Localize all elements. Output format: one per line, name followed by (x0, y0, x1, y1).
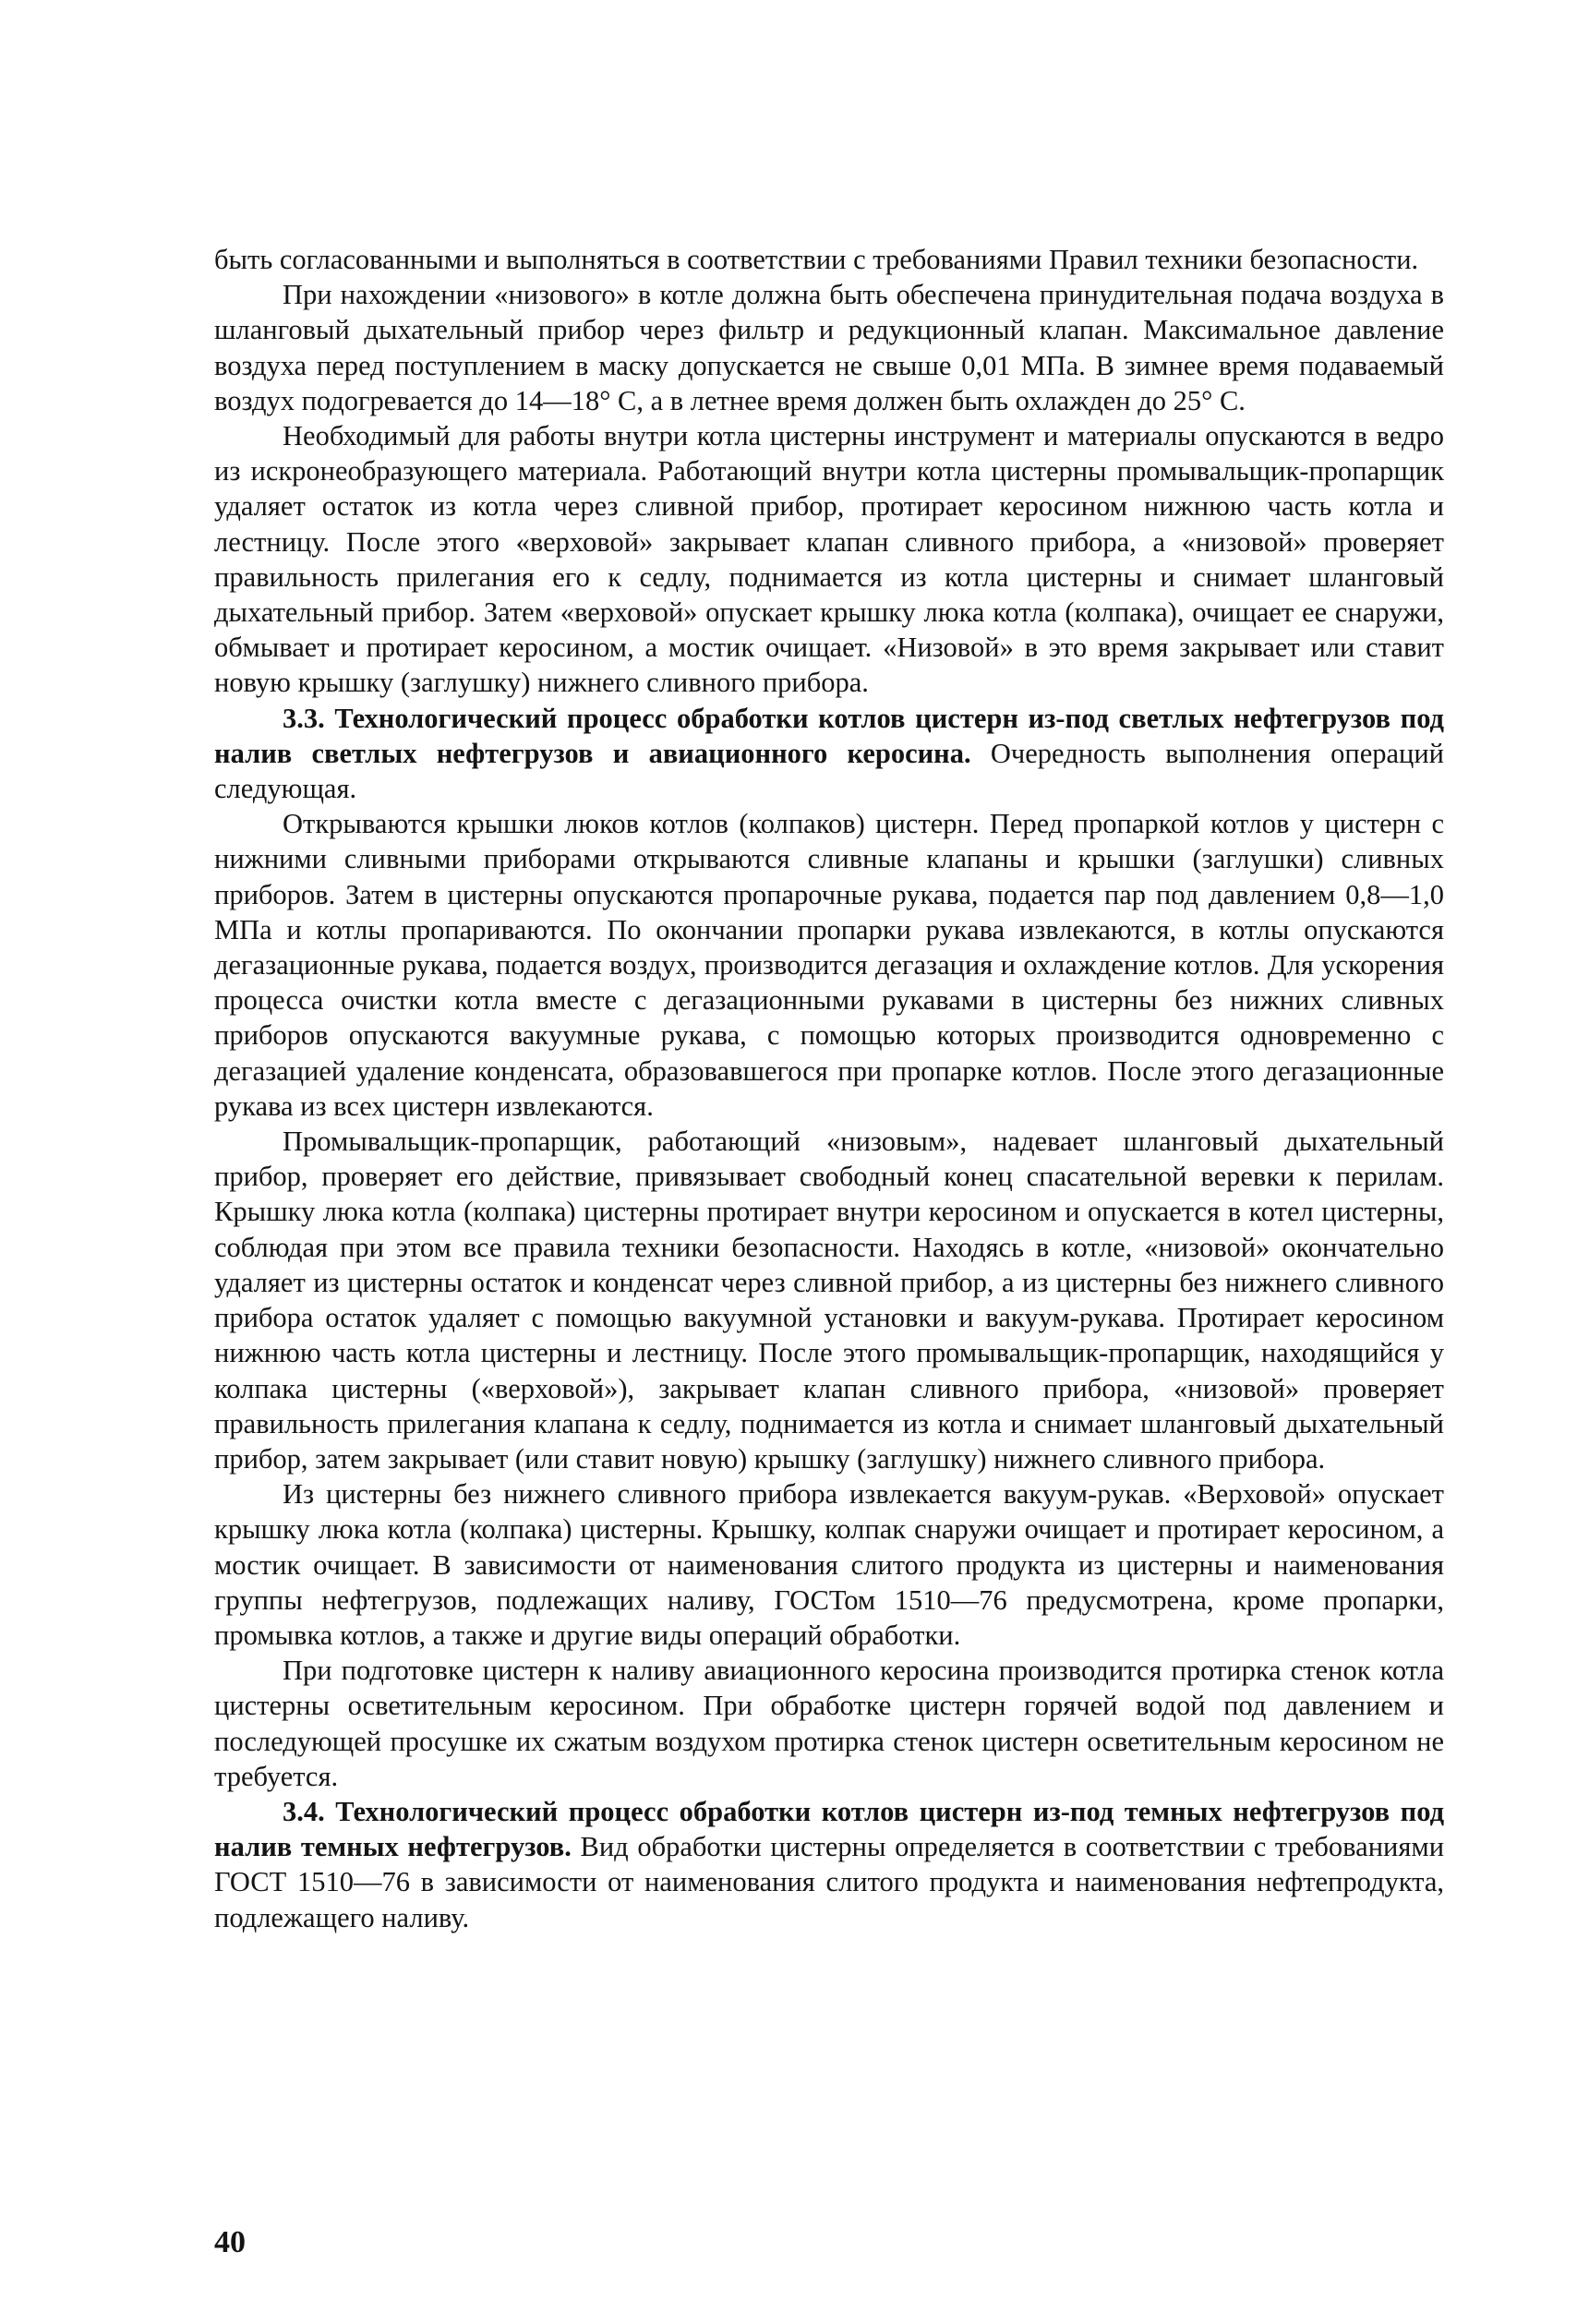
paragraph-5: Открываются крышки люков котлов (колпаков) цистерн. Перед пропаркой котлов у цистерн с нижними сливными приборами открываются сливные клапаны и крышки (заглушки) сливных приборов. Затем в цистерны опускаются пропарочные рукава, подается пар под давлением 0,8—1,0 МПа и котлы пропариваются. По окончании пропарки рукава извлекаются, в котлы опускаются дегазационные рукава, подается воздух, производится дегазация и охлаждение котлов. Для ускорения процесса очистки котла вместе с дегазационными рукавами в цистерны без нижних сливных приборов опускаются вакуумные рукава, с помощью которых производится одновременно с дегазацией удаление конденсата, образовавшегося при пропарке котлов. После этого дегазационные рукава из всех цистерн извлекаются. (214, 808, 1444, 1122)
section-3-4-text: Вид обработки цистерны определяется в соответствии с требованиями ГОСТ 1510—76 в зависимости от наименования слитого продукта и наименования нефтепродукта, подлежащего наливу. (214, 1831, 1445, 1933)
paragraph-6: Промывальщик-пропарщик, работающий «низовым», надевает шланговый дыхательный прибор, проверяет его действие, привязывает свободный конец спасательной веревки к перилам. Крышку люка котла (колпака) цистерны протирает внутри керосином и опускается в котел цистерны, соблюдая при этом все правила техники безопасности. Находясь в котле, «низовой» окончательно удаляет из цистерны остаток и конденсат через сливной прибор, а из цистерны без нижнего сливного прибора остаток удаляет с помощью вакуумной установки и вакуум-рукава. Протирает керосином нижнюю часть котла цистерны и лестницу. После этого промывальщик-пропарщик, находящийся у колпака цистерны («верховой»), закрывает клапан сливного прибора, «низовой» проверяет правильность прилегания клапана к седлу, поднимается из котла и снимает шланговый дыхательный прибор, затем закрывает (или ставит новую) крышку (заглушку) нижнего сливного прибора. (214, 1126, 1444, 1475)
section-3-3-text: Очередность выполнения операций следующая. (214, 737, 1445, 805)
document-body (214, 242, 1444, 2273)
paragraph-2: При нахождении «низового» в котле должна быть обеспечена принудительная подача воздуха в шланговый дыхательный прибор через фильтр и редукционный клапан. Максимальное давление воздуха перед поступлением в маску допускается не свыше 0,01 МПа. В зимнее время подаваемый воздух подогревается до 14—18° С, а в летнее время должен быть охлажден до 25° С. (214, 279, 1444, 416)
section-3-4-heading: 3.4. Технологический процесс обработки котлов цистерн из-под темных нефтегрузов под налив темных нефтегрузов. (214, 1795, 1444, 1863)
section-3-3-heading: 3.3. Технологический процесс обработки котлов цистерн из-под светлых нефтегрузов под налив светлых нефтегрузов и авиационного керосина. (214, 702, 1444, 769)
paragraph-1: быть согласованными и выполняться в соответствии с требованиями Правил техники безопасности. (214, 244, 1419, 275)
section-3-3-paragraph (214, 701, 1444, 807)
page-number: 40 (214, 2225, 246, 2259)
paragraph-7: Из цистерны без нижнего сливного прибора извлекается вакуум-рукав. «Верховой» опускает крышку люка котла (колпака) цистерны. Крышку, колпак снаружи очищает и протирает керосином, а мостик очищает. В зависимости от наименования слитого продукта из цистерны и наименования группы нефтегрузов, подлежащих наливу, ГОСТом 1510—76 предусмотрена, кроме пропарки, промывка котлов, а также и другие виды операций обработки. (214, 1478, 1444, 1651)
paragraph-3: Необходимый для работы внутри котла цистерны инструмент и материалы опускаются в ведро из искронеобразующего материала. Работающий внутри котла цистерны промывальщик-пропарщик удаляет остаток из котла через сливной прибор, протирает керосином нижнюю часть котла и лестницу. После этого «верховой» закрывает клапан сливного прибора, а «низовой» проверяет правильность прилегания его к седлу, поднимается из котла цистерны и снимает шланговый дыхательный прибор. Затем «верховой» опускает крышку люка котла (колпака), очищает ее снаружи, обмывает и протирает керосином, а мостик очищает. «Низовой» в это время закрывает или ставит новую крышку (заглушку) нижнего сливного прибора. (214, 420, 1444, 699)
paragraph-8: При подготовке цистерн к наливу авиационного керосина производится протирка стенок котла цистерны осветительным керосином. При обработке цистерн горячей водой под давлением и последующей просушке их сжатым воздухом протирка стенок цистерн осветительным керосином не требуется. (214, 1655, 1444, 1792)
section-3-4-paragraph (214, 1794, 1444, 1935)
